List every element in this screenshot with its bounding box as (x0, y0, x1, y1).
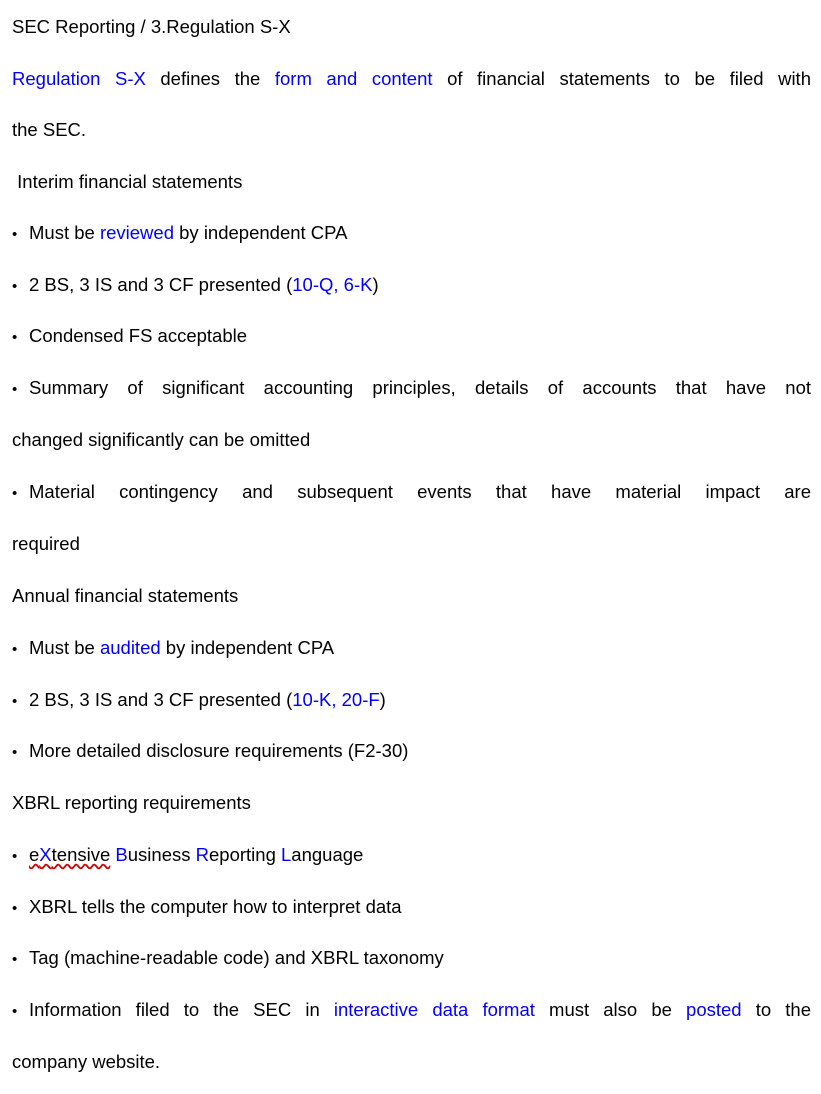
list-item-interim-material-line-2 (12, 533, 811, 555)
list-item-annual-disclosure (12, 740, 811, 764)
intro-wrap-text: the SEC. (12, 119, 87, 140)
acronym-text-tensive: tensive (51, 844, 111, 865)
reviewed-term: reviewed (99, 222, 174, 243)
acronym-letter-l: L (281, 844, 292, 865)
heading-annual-financial-statements (12, 585, 811, 607)
heading-xbrl-reporting-requirements (12, 792, 811, 814)
list-item-xbrl-tag-taxonomy (12, 947, 811, 971)
bullet-icon: • (12, 381, 18, 398)
list-item-xbrl-interpret (12, 896, 811, 920)
list-item-text-pre: 2 BS, 3 IS and 3 CF presented ( (29, 274, 293, 295)
list-item-text-post: ) (379, 689, 386, 710)
list-item-text-post: to the (741, 999, 812, 1020)
acronym-text-usiness: usiness (127, 844, 191, 865)
list-item-text: Material contingency and subsequent events that have material impact are (29, 481, 811, 502)
list-item-wrap-text: changed significantly can be omitted (12, 429, 311, 450)
spellcheck-misspelled-word (29, 844, 110, 865)
bullet-icon: • (12, 1003, 18, 1020)
posted-term: posted (686, 999, 742, 1020)
acronym-letter-r: R (195, 844, 209, 865)
list-item-interim-statements-count (12, 274, 811, 298)
bullet-icon: • (12, 693, 18, 710)
list-item-text: Condensed FS acceptable (29, 325, 248, 346)
bullet-icon: • (12, 848, 18, 865)
heading-interim-label: Interim financial statements (12, 171, 243, 192)
acronym-letter-x: X (39, 844, 52, 865)
form-10q-6k-term: 10-Q, 6-K (292, 274, 373, 295)
list-item-interim-reviewed (12, 222, 811, 246)
list-item-text-post: by independent CPA (174, 222, 348, 243)
list-item-wrap-text: required (12, 533, 80, 554)
form-and-content-term: form and content (274, 68, 433, 89)
acronym-letter-b: B (115, 844, 128, 865)
list-item-interim-summary-line-2 (12, 429, 811, 451)
list-item-text-pre: 2 BS, 3 IS and 3 CF presented ( (29, 689, 293, 710)
intro-paragraph-line-1 (12, 68, 811, 90)
intro-paragraph-line-2 (12, 119, 811, 141)
heading-interim-financial-statements (12, 171, 811, 193)
list-item-annual-statements-count (12, 689, 811, 713)
bullet-icon: • (12, 485, 18, 502)
acronym-text-eporting: eporting (209, 844, 276, 865)
page-title (12, 16, 811, 38)
heading-xbrl-label: XBRL reporting requirements (12, 792, 251, 813)
intro-text-a: defines the (145, 68, 275, 89)
list-item-text-pre: Information filed to the SEC in (29, 999, 334, 1020)
acronym-text-anguage: anguage (291, 844, 364, 865)
bullet-icon: • (12, 329, 18, 346)
bullet-icon: • (12, 641, 18, 658)
list-item-xbrl-acronym (12, 844, 811, 868)
list-item-annual-audited (12, 637, 811, 661)
list-item-text-post: by independent CPA (160, 637, 335, 658)
list-item-text: Summary of significant accounting principles, details of accounts that have not (29, 377, 811, 398)
list-item-text-post: ) (372, 274, 379, 295)
list-item-text: Tag (machine-readable code) and XBRL taxonomy (29, 947, 444, 968)
list-item-interim-summary-line-1 (12, 377, 811, 401)
bullet-icon: • (12, 226, 18, 243)
bullet-icon: • (12, 900, 18, 917)
bullet-icon: • (12, 951, 18, 968)
bullet-icon: • (12, 278, 18, 295)
list-item-text-mid: must also be (534, 999, 687, 1020)
bullet-icon: • (12, 744, 18, 761)
page-title-text: SEC Reporting / 3.Regulation S-X (12, 16, 291, 37)
list-item-text: XBRL tells the computer how to interpret data (29, 896, 402, 917)
audited-term: audited (99, 637, 161, 658)
form-10k-20f-term: 10-K, 20-F (292, 689, 380, 710)
list-item-xbrl-posting-line-1 (12, 999, 811, 1023)
list-item-text-pre: Must be (29, 222, 100, 243)
interactive-data-format-term: interactive data format (333, 999, 535, 1020)
list-item-interim-condensed-fs (12, 325, 811, 349)
list-item-text-pre: Must be (29, 637, 100, 658)
acronym-text-e: e (29, 844, 40, 865)
intro-text-b: of financial statements to be filed with (432, 68, 811, 89)
regulation-sx-term: Regulation S-X (12, 68, 146, 89)
list-item-text: More detailed disclosure requirements (F2-30) (29, 740, 409, 761)
list-item-interim-material-line-1 (12, 481, 811, 505)
list-item-wrap-text: company website. (12, 1051, 161, 1072)
list-item-xbrl-posting-line-2 (12, 1051, 811, 1073)
heading-annual-label: Annual financial statements (12, 585, 239, 606)
